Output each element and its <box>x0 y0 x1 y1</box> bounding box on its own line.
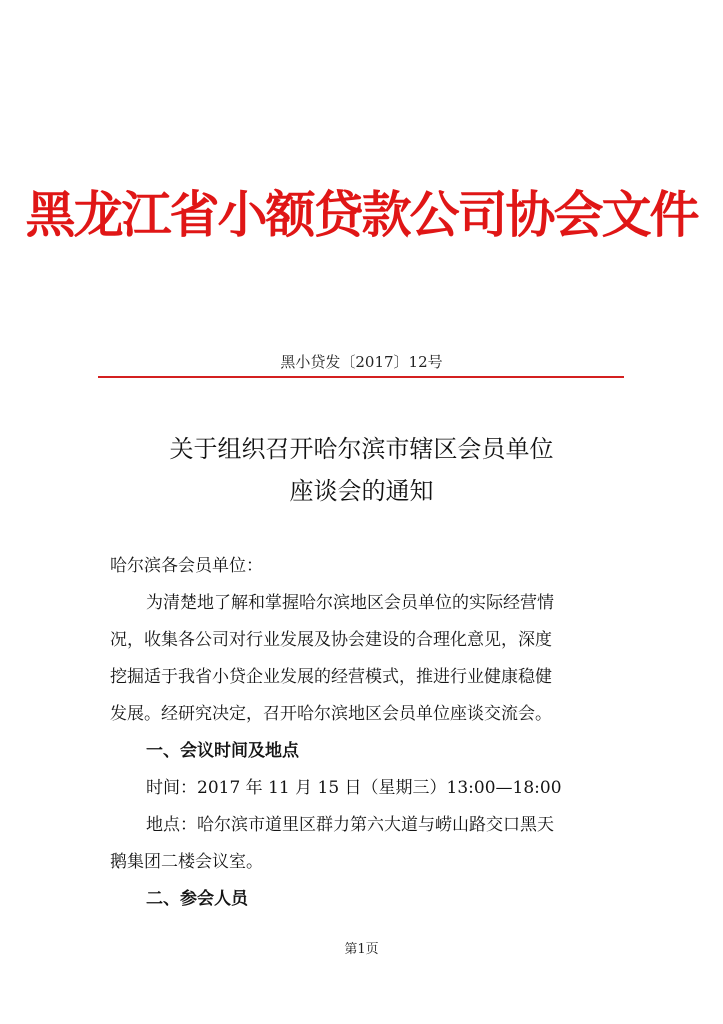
meeting-place: 地点：哈尔滨市道里区群力第六大道与崂山路交口黑天 <box>146 815 554 835</box>
notice-title <box>0 428 723 512</box>
paragraph-line: 为清楚地了解和掌握哈尔滨地区会员单位的实际经营情 <box>146 593 554 613</box>
notice-body <box>110 548 630 918</box>
section-heading-2: 二、参会人员 <box>146 889 248 909</box>
meeting-place-continued: 鹅集团二楼会议室。 <box>110 852 263 872</box>
section-heading-1: 一、会议时间及地点 <box>146 741 299 761</box>
org-header-title: 黑龙江省小额贷款公司协会文件 <box>25 186 698 244</box>
paragraph-line: 挖掘适于我省小贷企业发展的经营模式，推进行业健康稳健 <box>110 667 552 687</box>
page-number: 第1页 <box>344 942 379 957</box>
red-divider-line <box>98 376 624 378</box>
notice-title-line-2: 座谈会的通知 <box>289 477 434 505</box>
salutation: 哈尔滨各会员单位： <box>110 556 263 576</box>
notice-title-line-1: 关于组织召开哈尔滨市辖区会员单位 <box>169 435 554 463</box>
document-number: 黑小贷发〔2017〕12号 <box>280 353 443 371</box>
paragraph-line: 发展。经研究决定，召开哈尔滨地区会员单位座谈交流会。 <box>110 704 552 724</box>
meeting-time: 时间：2017 年 11 月 15 日（星期三）13:00—18:00 <box>146 778 562 798</box>
paragraph-line: 况，收集各公司对行业发展及协会建设的合理化意见，深度 <box>110 630 552 650</box>
